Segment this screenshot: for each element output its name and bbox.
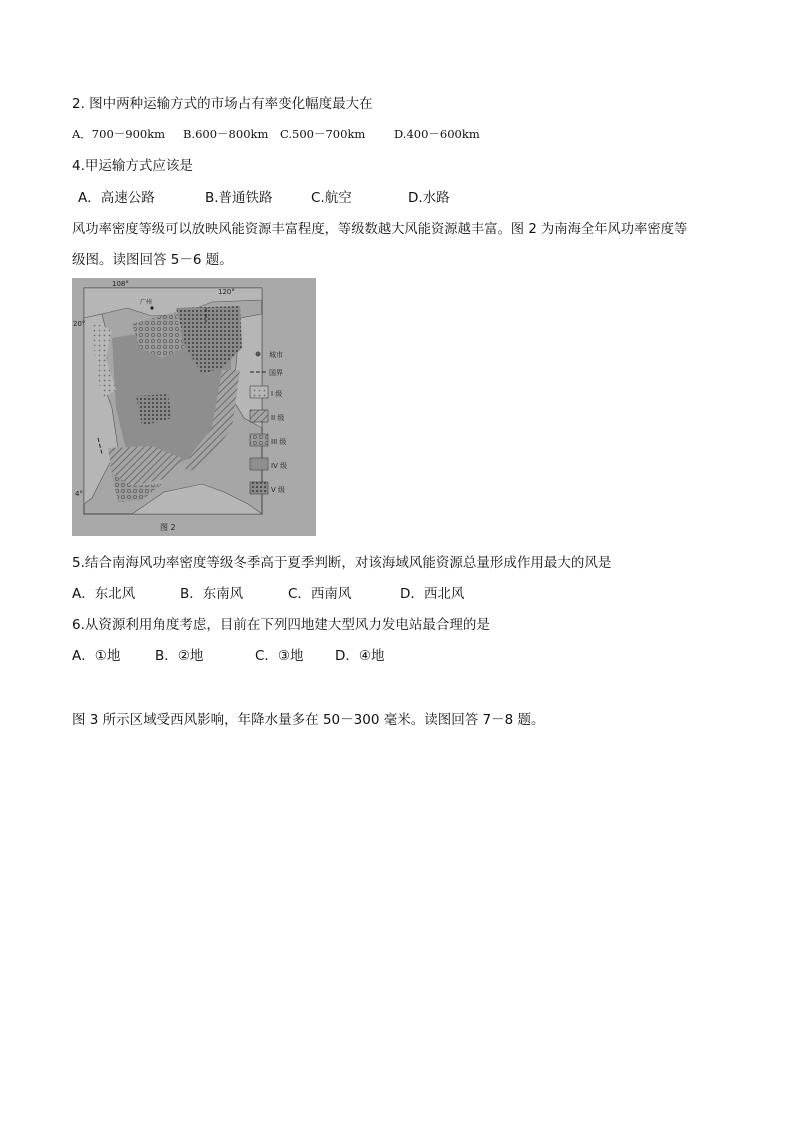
question-4-option-d: D.水路 (408, 190, 450, 206)
legend-level-3-label: III 级 (271, 438, 287, 446)
legend-level-1-swatch (250, 386, 268, 398)
map-caption: 图 2 (160, 523, 176, 532)
map-lon-left: 108° (112, 280, 129, 288)
map-lat-bottom: 4° (75, 490, 83, 498)
question-6-option-b: B．②地 (155, 648, 204, 664)
question-4-option-a: A．高速公路 (78, 190, 155, 206)
intro-7-8: 图 3 所示区域受西风影响，年降水量多在 50－300 毫米。读图回答 7－8 题。 (72, 712, 545, 728)
question-5-option-c: C．西南风 (288, 586, 352, 602)
map-city-dot (150, 306, 153, 309)
question-5-option-a: A．东北风 (72, 586, 136, 602)
question-5-stem: 5.结合南海风功率密度等级冬季高于夏季判断，对该海域风能资源总量形成作用最大的风是 (72, 555, 612, 571)
wind-power-density-map (72, 278, 316, 536)
legend-level-2-swatch (250, 410, 268, 422)
legend-city-label: 城市 (269, 351, 283, 359)
legend-level-2-label: II 级 (271, 414, 285, 422)
question-5-option-b: B．东南风 (180, 586, 244, 602)
question-2-option-b: B.600－800km (183, 127, 269, 141)
map-lon-right: 120° (218, 288, 235, 296)
legend-level-4-label: IV 级 (271, 462, 288, 470)
legend-level-5-label: V 级 (271, 486, 286, 494)
intro-5-6-line-2: 级图。读图回答 5－6 题。 (72, 252, 233, 268)
legend-level-1-label: I 级 (271, 390, 283, 398)
legend-border-label: 国界 (269, 369, 283, 377)
question-2-option-c: C.500－700km (280, 127, 366, 141)
question-4-option-c: C.航空 (311, 190, 352, 206)
question-4-option-b: B.普通铁路 (205, 190, 273, 206)
question-2-option-d: D.400－600km (394, 127, 480, 141)
legend-level-3-swatch (250, 434, 268, 446)
question-6-stem: 6.从资源利用角度考虑，目前在下列四地建大型风力发电站最合理的是 (72, 617, 490, 633)
question-6-option-d: D．④地 (335, 648, 385, 664)
question-6-option-c: C．③地 (255, 648, 304, 664)
map-city-label: 广州 (140, 299, 153, 306)
legend-level-5-swatch (250, 482, 268, 494)
question-6-option-a: A．①地 (72, 648, 121, 664)
intro-5-6-line-1: 风功率密度等级可以放映风能资源丰富程度，等级数越大风能资源越丰富。图 2 为南海全年风功率密度等 (72, 222, 688, 237)
question-2-option-a: A．700－900km (72, 127, 166, 141)
legend-level-4-swatch (250, 458, 268, 470)
question-2-stem: 2. 图中两种运输方式的市场占有率变化幅度最大在 (72, 96, 373, 112)
question-4-stem: 4.甲运输方式应该是 (72, 158, 193, 174)
legend-city-symbol (256, 352, 261, 357)
map-lat-top: 20° (73, 320, 86, 328)
question-5-option-d: D．西北风 (400, 586, 465, 602)
